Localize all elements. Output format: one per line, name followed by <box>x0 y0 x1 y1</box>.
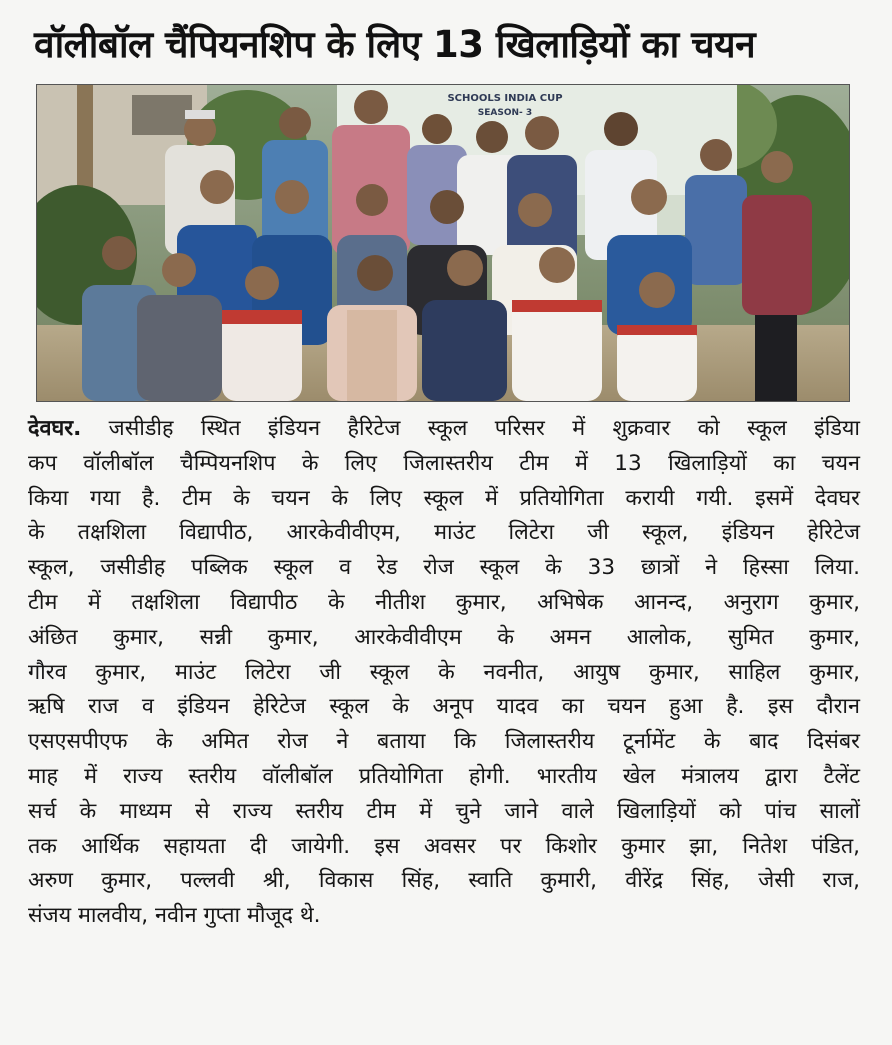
article-line: गौरव कुमार, माउंट लिटेरा जी स्कूल के नवनीत, आयुष कुमार, साहिल कुमार, <box>28 659 860 685</box>
banner-season: SEASON- 3 <box>477 108 533 118</box>
article-body <box>28 412 860 934</box>
article-line: के तक्षशिला विद्यापीठ, आरकेवीवीएम, माउंट लिटेरा जी स्कूल, इंडियन हेरिटेज <box>28 520 860 546</box>
article-line: किया गया है. टीम के चयन के लिए स्कूल में प्रतियोगिता करायी गयी. इसमें देवघर <box>28 485 860 511</box>
article-line: स्कूल, जसीडीह पब्लिक स्कूल व रेड रोज स्कूल के 33 छात्रों ने हिस्सा लिया. <box>28 555 860 581</box>
article-line: तक आर्थिक सहायता दी जायेगी. इस अवसर पर किशोर कुमार झा, नितेश पंडित, <box>28 833 860 859</box>
article-line: अंछित कुमार, सन्नी कुमार, आरकेवीवीएम के अमन आलोक, सुमित कुमार, <box>28 624 860 650</box>
article-line <box>28 412 860 447</box>
team-photo-illustration <box>37 85 849 401</box>
article-line: सर्च के माध्यम से राज्य स्तरीय टीम में चुने जाने वाले खिलाड़ियों को पांच सालों <box>28 798 860 824</box>
banner-title: SCHOOLS INDIA CUP <box>447 93 563 104</box>
article-line: कप वॉलीबॉल चैम्पियनशिप के लिए जिलास्तरीय टीम में 13 खिलाड़ियों का चयन <box>28 450 860 476</box>
headline: वॉलीबॉल चैंपियनशिप के लिए 13 खिलाड़ियों का चयन <box>34 23 756 66</box>
dateline: देवघर. <box>28 416 82 441</box>
article-line: टीम में तक्षशिला विद्यापीठ के नीतीश कुमार, अभिषेक आनन्द, अनुराग कुमार, <box>28 589 860 615</box>
article-line: ऋषि राज व इंडियन हेरिटेज स्कूल के अनूप यादव का चयन हुआ है. इस दौरान <box>28 694 860 720</box>
article-line: संजय मालवीय, नवीन गुप्ता मौजूद थे. <box>28 903 321 929</box>
article-line: माह में राज्य स्तरीय वॉलीबॉल प्रतियोगिता होगी. भारतीय खेल मंत्रालय द्वारा टैलेंट <box>28 763 860 789</box>
article-line: अरुण कुमार, पल्लवी श्री, विकास सिंह, स्वाति कुमारी, वीरेंद्र सिंह, जेसी राज, <box>28 868 860 894</box>
article-line: एसएसपीएफ के अमित रोज ने बताया कि जिलास्तरीय टूर्नामेंट के बाद दिसंबर <box>28 729 860 755</box>
article-line-text: जसीडीह स्थित इंडियन हैरिटेज स्कूल परिसर में शुक्रवार को स्कूल इंडिया <box>108 416 860 441</box>
team-photo <box>36 84 850 402</box>
